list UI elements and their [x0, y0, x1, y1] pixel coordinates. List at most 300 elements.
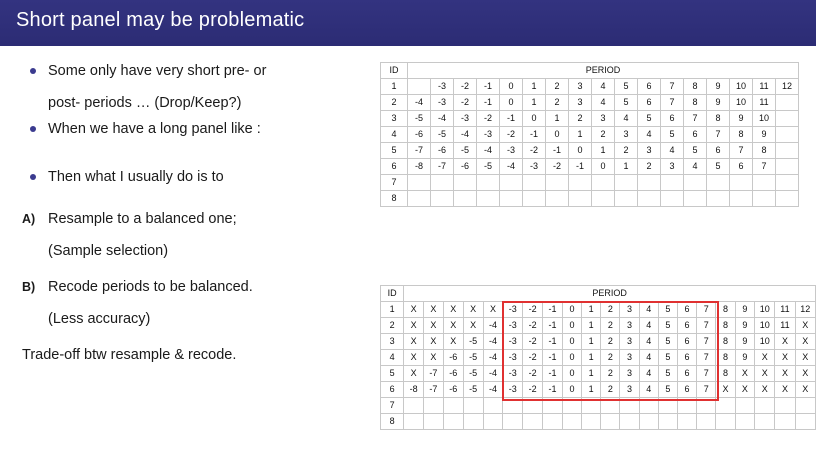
period-cell: -7: [408, 143, 431, 159]
period-cell: 4: [592, 95, 615, 111]
panel-table-bottom: [380, 285, 816, 430]
period-cell: 3: [620, 350, 639, 366]
period-cell: 0: [562, 350, 581, 366]
period-cell: [755, 414, 775, 430]
period-cell: 2: [615, 143, 638, 159]
period-cell: [523, 191, 546, 207]
period-cell: 2: [569, 111, 592, 127]
period-cell: 8: [730, 127, 753, 143]
period-cell: [601, 414, 620, 430]
table-row: [381, 334, 816, 350]
bullet-dot-icon: [30, 68, 36, 74]
list-marker-a: A): [22, 212, 36, 226]
period-cell: [431, 175, 454, 191]
period-cell: X: [443, 334, 463, 350]
period-cell: 7: [730, 143, 753, 159]
period-cell: 9: [735, 302, 754, 318]
period-cell: 9: [735, 318, 754, 334]
period-cell: 3: [620, 334, 639, 350]
page-title: Short panel may be problematic: [16, 9, 305, 31]
period-cell: [658, 414, 677, 430]
period-cell: [500, 175, 523, 191]
period-cell: -5: [477, 159, 500, 175]
table-row: [381, 159, 799, 175]
list-item-label: Then what I usually do is to: [48, 169, 224, 185]
list-item-continuation: [22, 90, 372, 116]
period-cell: X: [755, 350, 775, 366]
period-cell: X: [483, 302, 503, 318]
period-cell: [776, 95, 799, 111]
panel-table-top: [380, 62, 799, 207]
period-cell: -2: [546, 159, 569, 175]
period-cell: X: [404, 350, 424, 366]
period-cell: -2: [477, 111, 500, 127]
period-cell: [661, 191, 684, 207]
period-cell: -2: [454, 95, 477, 111]
period-cell: X: [424, 350, 444, 366]
period-cell: -3: [477, 127, 500, 143]
table-row: [381, 414, 816, 430]
period-cell: 1: [582, 366, 601, 382]
period-cell: [503, 414, 523, 430]
period-cell: 8: [716, 334, 735, 350]
row-id-cell: 6: [381, 159, 408, 175]
period-cell: [716, 414, 735, 430]
period-cell: [697, 414, 716, 430]
period-cell: 6: [638, 79, 661, 95]
period-cell: 3: [615, 127, 638, 143]
period-cell: [592, 175, 615, 191]
period-cell: X: [755, 382, 775, 398]
period-cell: 7: [684, 111, 707, 127]
period-cell: [431, 191, 454, 207]
period-cell: X: [404, 302, 424, 318]
period-cell: 5: [615, 79, 638, 95]
period-cell: [562, 398, 581, 414]
period-cell: X: [795, 366, 815, 382]
period-cell: -1: [477, 95, 500, 111]
list-item-label: post- periods … (Drop/Keep?): [48, 95, 242, 111]
period-cell: 10: [755, 318, 775, 334]
period-cell: 9: [707, 95, 730, 111]
period-cell: [677, 414, 696, 430]
period-cell: [477, 175, 500, 191]
period-cell: X: [775, 350, 795, 366]
period-cell: 1: [582, 302, 601, 318]
period-cell: -1: [543, 366, 563, 382]
spacer: [22, 264, 372, 274]
period-cell: X: [775, 366, 795, 382]
tradeoff-note: [22, 342, 372, 368]
period-cell: 2: [601, 318, 620, 334]
period-cell: X: [795, 318, 815, 334]
period-cell: 1: [592, 143, 615, 159]
period-cell: 4: [684, 159, 707, 175]
period-cell: -3: [500, 143, 523, 159]
period-cell: 7: [661, 95, 684, 111]
row-id-cell: 7: [381, 398, 404, 414]
period-cell: [707, 175, 730, 191]
period-cell: 7: [697, 318, 716, 334]
period-cell: [735, 398, 754, 414]
row-id-cell: 3: [381, 334, 404, 350]
period-cell: 8: [716, 302, 735, 318]
period-cell: -6: [431, 143, 454, 159]
period-cell: X: [735, 366, 754, 382]
period-cell: [775, 414, 795, 430]
period-cell: -2: [523, 366, 543, 382]
period-cell: [404, 414, 424, 430]
period-cell: [408, 175, 431, 191]
period-cell: 0: [523, 111, 546, 127]
period-cell: 7: [753, 159, 776, 175]
period-cell: -3: [503, 382, 523, 398]
period-cell: -5: [463, 334, 483, 350]
period-cell: 4: [638, 127, 661, 143]
period-cell: [730, 191, 753, 207]
row-id-cell: 6: [381, 382, 404, 398]
period-cell: -3: [503, 302, 523, 318]
row-id-cell: 8: [381, 414, 404, 430]
period-cell: [697, 398, 716, 414]
period-cell: [543, 414, 563, 430]
period-cell: 5: [658, 318, 677, 334]
period-cell: 0: [546, 127, 569, 143]
period-cell: [755, 398, 775, 414]
period-cell: 5: [707, 159, 730, 175]
period-cell: 8: [684, 95, 707, 111]
period-cell: 8: [716, 318, 735, 334]
period-cell: 6: [707, 143, 730, 159]
period-cell: -2: [523, 143, 546, 159]
period-cell: -4: [454, 127, 477, 143]
period-cell: 3: [592, 111, 615, 127]
period-cell: 4: [661, 143, 684, 159]
period-cell: 6: [677, 334, 696, 350]
period-cell: 5: [658, 366, 677, 382]
period-cell: [408, 191, 431, 207]
row-id-cell: 3: [381, 111, 408, 127]
bullet-dot-icon: [30, 174, 36, 180]
period-cell: -2: [523, 318, 543, 334]
period-cell: -4: [483, 366, 503, 382]
table-row: [381, 191, 799, 207]
period-cell: -2: [523, 302, 543, 318]
period-cell: [638, 191, 661, 207]
row-id-cell: 2: [381, 318, 404, 334]
table-row: [381, 79, 799, 95]
table-row: [381, 350, 816, 366]
spacer: [22, 332, 372, 342]
list-item-a: [22, 206, 372, 232]
period-cell: 10: [755, 334, 775, 350]
period-cell: 0: [562, 302, 581, 318]
period-cell: 7: [697, 382, 716, 398]
period-cell: 10: [730, 79, 753, 95]
period-cell: -4: [408, 95, 431, 111]
list-item-label: When we have a long panel like :: [48, 121, 261, 137]
period-cell: 12: [795, 302, 815, 318]
spacer: [22, 148, 372, 164]
period-cell: [661, 175, 684, 191]
period-cell: 2: [546, 79, 569, 95]
period-cell: 4: [615, 111, 638, 127]
row-id-cell: 5: [381, 366, 404, 382]
period-cell: [638, 175, 661, 191]
period-cell: X: [795, 350, 815, 366]
period-cell: 6: [730, 159, 753, 175]
period-cell: [408, 79, 431, 95]
period-cell: 9: [735, 334, 754, 350]
period-cell: 8: [684, 79, 707, 95]
period-cell: X: [463, 318, 483, 334]
period-cell: 0: [569, 143, 592, 159]
period-cell: [424, 398, 444, 414]
period-cell: -4: [483, 318, 503, 334]
period-cell: -2: [523, 382, 543, 398]
period-cell: [601, 398, 620, 414]
period-cell: 6: [677, 382, 696, 398]
period-cell: 5: [658, 334, 677, 350]
row-id-cell: 4: [381, 127, 408, 143]
table-header-row: [381, 286, 816, 302]
period-cell: -1: [523, 127, 546, 143]
period-cell: [582, 398, 601, 414]
table-bottom-head: [381, 286, 816, 302]
period-cell: 5: [661, 127, 684, 143]
period-cell: 0: [562, 318, 581, 334]
period-cell: 5: [615, 95, 638, 111]
period-cell: 9: [735, 350, 754, 366]
period-cell: X: [443, 302, 463, 318]
column-header-id: ID: [381, 286, 404, 302]
period-cell: [523, 175, 546, 191]
period-cell: 8: [707, 111, 730, 127]
period-cell: [546, 191, 569, 207]
period-cell: X: [755, 366, 775, 382]
table-top-head: [381, 63, 799, 79]
period-cell: [795, 414, 815, 430]
period-cell: [730, 175, 753, 191]
period-cell: -4: [431, 111, 454, 127]
period-cell: 5: [638, 111, 661, 127]
table-header-row: [381, 63, 799, 79]
period-cell: -7: [431, 159, 454, 175]
period-cell: 9: [753, 127, 776, 143]
period-cell: 5: [658, 350, 677, 366]
period-cell: X: [424, 302, 444, 318]
period-cell: -7: [424, 366, 444, 382]
period-cell: -3: [503, 366, 523, 382]
table-row: [381, 366, 816, 382]
period-cell: 7: [697, 366, 716, 382]
period-cell: -6: [443, 350, 463, 366]
period-cell: -6: [443, 366, 463, 382]
period-cell: 0: [562, 366, 581, 382]
period-cell: 1: [523, 79, 546, 95]
period-cell: 1: [582, 350, 601, 366]
list-item-label: (Less accuracy): [48, 311, 151, 327]
period-cell: -3: [431, 79, 454, 95]
period-cell: 5: [658, 382, 677, 398]
list-item-label: (Sample selection): [48, 243, 169, 259]
period-cell: -1: [546, 143, 569, 159]
period-cell: -6: [454, 159, 477, 175]
period-cell: [639, 414, 658, 430]
period-cell: [615, 191, 638, 207]
period-cell: 1: [615, 159, 638, 175]
period-cell: [424, 414, 444, 430]
period-cell: 6: [677, 350, 696, 366]
period-cell: -1: [543, 318, 563, 334]
period-cell: 3: [638, 143, 661, 159]
table-row: [381, 127, 799, 143]
period-cell: -1: [543, 302, 563, 318]
list-item-continuation: [22, 306, 372, 332]
period-cell: 3: [569, 79, 592, 95]
period-cell: -6: [408, 127, 431, 143]
period-cell: -1: [543, 350, 563, 366]
period-cell: 1: [569, 127, 592, 143]
period-cell: [677, 398, 696, 414]
period-cell: [523, 414, 543, 430]
period-cell: [775, 398, 795, 414]
table-top-body: [381, 79, 799, 207]
period-cell: X: [735, 382, 754, 398]
period-cell: [639, 398, 658, 414]
period-cell: 9: [707, 79, 730, 95]
period-cell: 3: [661, 159, 684, 175]
table-row: [381, 95, 799, 111]
period-cell: 2: [601, 334, 620, 350]
period-cell: 2: [601, 366, 620, 382]
period-cell: 6: [677, 318, 696, 334]
period-cell: X: [404, 318, 424, 334]
period-cell: X: [775, 334, 795, 350]
period-cell: -8: [404, 382, 424, 398]
period-cell: [443, 398, 463, 414]
period-cell: -1: [500, 111, 523, 127]
period-cell: [753, 191, 776, 207]
period-cell: [483, 398, 503, 414]
period-cell: 11: [753, 79, 776, 95]
list-item-label: Resample to a balanced one;: [48, 211, 237, 227]
period-cell: [503, 398, 523, 414]
period-cell: 7: [697, 350, 716, 366]
period-cell: 5: [658, 302, 677, 318]
row-id-cell: 1: [381, 79, 408, 95]
period-cell: 11: [775, 302, 795, 318]
column-header-period: PERIOD: [404, 286, 816, 302]
period-cell: X: [795, 382, 815, 398]
bullet-list: [22, 58, 372, 368]
table-row: [381, 302, 816, 318]
period-cell: [776, 191, 799, 207]
period-cell: -3: [503, 350, 523, 366]
period-cell: -3: [503, 318, 523, 334]
period-cell: [463, 414, 483, 430]
period-cell: 7: [661, 79, 684, 95]
table-top-grid: [380, 62, 799, 207]
period-cell: [735, 414, 754, 430]
period-cell: 0: [562, 382, 581, 398]
period-cell: 2: [592, 127, 615, 143]
period-cell: -5: [454, 143, 477, 159]
period-cell: [454, 191, 477, 207]
table-row: [381, 143, 799, 159]
bullet-dot-icon: [30, 126, 36, 132]
period-cell: [620, 414, 639, 430]
list-item-continuation: [22, 238, 372, 264]
period-cell: [569, 175, 592, 191]
period-cell: [684, 175, 707, 191]
period-cell: 10: [755, 302, 775, 318]
row-id-cell: 4: [381, 350, 404, 366]
list-item-b: [22, 274, 372, 300]
column-header-id: ID: [381, 63, 408, 79]
period-cell: 11: [775, 318, 795, 334]
period-cell: 8: [716, 366, 735, 382]
period-cell: [546, 175, 569, 191]
slide-title-bar: [0, 0, 816, 46]
period-cell: 6: [684, 127, 707, 143]
period-cell: X: [795, 334, 815, 350]
period-cell: [569, 191, 592, 207]
period-cell: 1: [582, 382, 601, 398]
period-cell: 7: [697, 302, 716, 318]
period-cell: 5: [684, 143, 707, 159]
period-cell: [707, 191, 730, 207]
period-cell: [463, 398, 483, 414]
period-cell: 6: [661, 111, 684, 127]
spacer: [22, 196, 372, 206]
column-header-period: PERIOD: [408, 63, 799, 79]
period-cell: [500, 191, 523, 207]
period-cell: [776, 111, 799, 127]
period-cell: -4: [477, 143, 500, 159]
period-cell: -2: [454, 79, 477, 95]
period-cell: 6: [677, 302, 696, 318]
period-cell: 0: [500, 79, 523, 95]
period-cell: 1: [582, 334, 601, 350]
period-cell: [454, 175, 477, 191]
period-cell: 1: [582, 318, 601, 334]
period-cell: 2: [638, 159, 661, 175]
period-cell: 3: [620, 318, 639, 334]
period-cell: X: [463, 302, 483, 318]
period-cell: 0: [592, 159, 615, 175]
list-item-label: Recode periods to be balanced.: [48, 279, 253, 295]
period-cell: -7: [424, 382, 444, 398]
table-row: [381, 111, 799, 127]
period-cell: -3: [523, 159, 546, 175]
period-cell: 9: [730, 111, 753, 127]
period-cell: -2: [523, 350, 543, 366]
period-cell: -5: [431, 127, 454, 143]
period-cell: 2: [546, 95, 569, 111]
table-row: [381, 318, 816, 334]
list-marker-b: B): [22, 280, 36, 294]
period-cell: [615, 175, 638, 191]
period-cell: 1: [546, 111, 569, 127]
period-cell: [753, 175, 776, 191]
period-cell: [404, 398, 424, 414]
period-cell: [776, 127, 799, 143]
period-cell: -5: [463, 350, 483, 366]
period-cell: X: [775, 382, 795, 398]
period-cell: 2: [601, 382, 620, 398]
list-item: [22, 164, 372, 190]
